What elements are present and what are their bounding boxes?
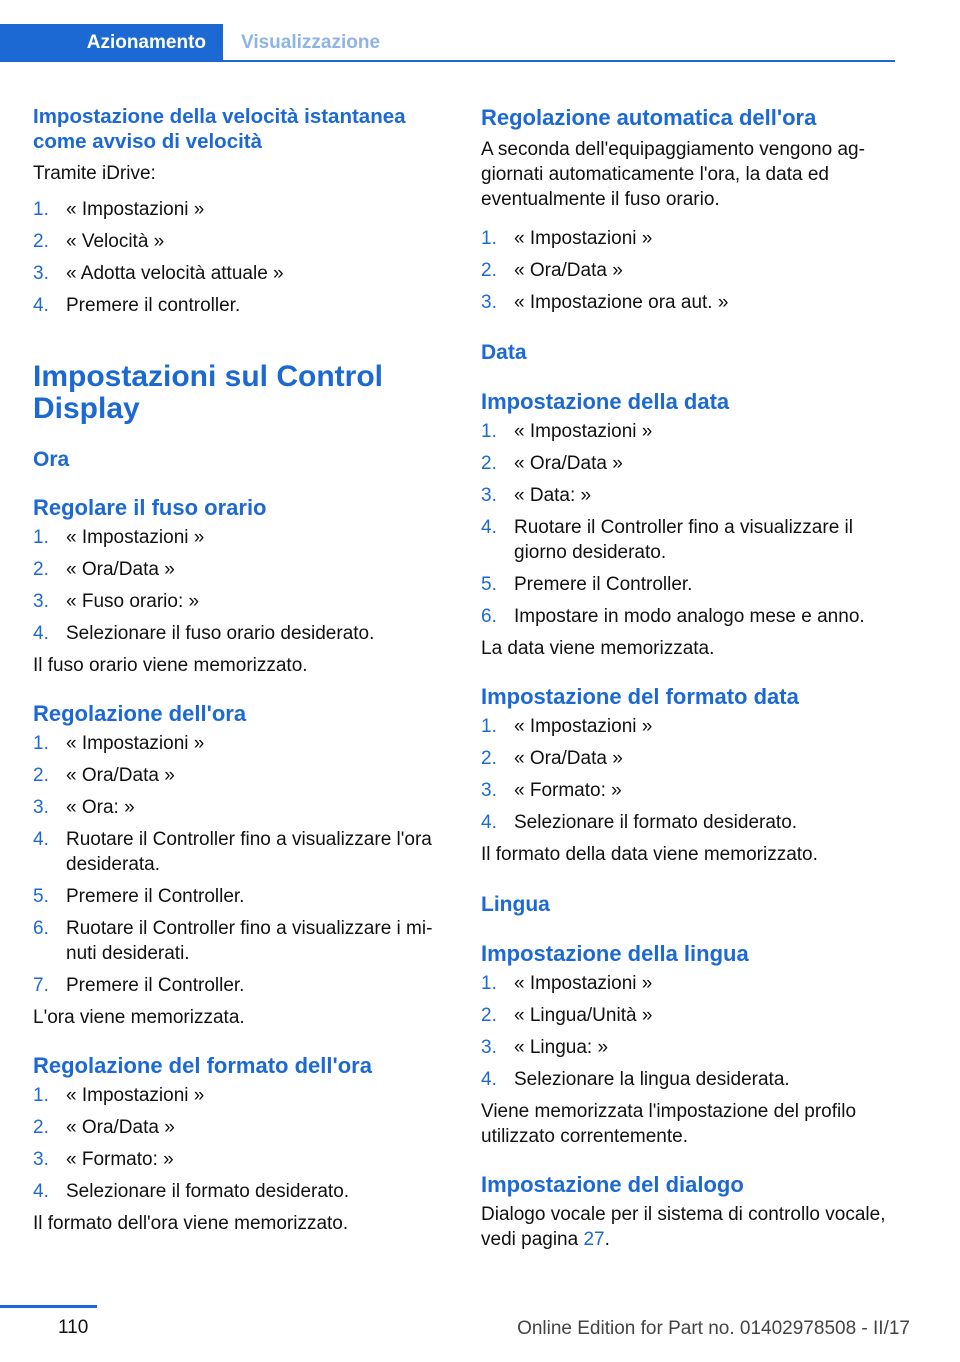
heading-impostazione-data: Impostazione della data xyxy=(481,389,730,414)
list-item: 7. Premere il Controller. xyxy=(33,975,245,996)
list-item: 1. « Impostazioni » xyxy=(481,228,653,249)
list-item: 3. « Fuso orario: » xyxy=(33,591,200,612)
steps-impostazione-data xyxy=(481,419,896,629)
chapter-title: Impostazioni sul Control Display xyxy=(33,360,383,425)
list-item: 1. « Impostazioni » xyxy=(33,733,205,754)
heading-impostazione-dialogo: Impostazione del dialogo xyxy=(481,1172,744,1197)
heading-data: Data xyxy=(481,341,527,364)
intro-ora-automatica: A seconda dell'equipaggiamento vengono aggiornati automaticamente l'ora, la data ed eventualmente il fuso orario. xyxy=(481,139,865,210)
note-formato-ora: Il formato dell'ora viene memorizzato. xyxy=(33,1213,349,1234)
heading-speed-warning: Impostazione della velocità istantanea come avviso di velocità xyxy=(33,105,406,153)
list-item: 2. « Ora/Data » xyxy=(481,260,623,281)
list-item: 4. Selezionare il formato desiderato. xyxy=(33,1181,350,1202)
list-item: 3. « Adotta velocità attuale » xyxy=(33,263,284,284)
list-item: 6. Ruotare il Controller fino a visualizzare i minuti desiderati. xyxy=(33,918,433,964)
heading-ora: Ora xyxy=(33,448,70,471)
intro-idrive: Tramite iDrive: xyxy=(33,163,156,184)
page-link[interactable]: 27 xyxy=(583,1229,605,1250)
note-impostazione-lingua: Viene memorizzata l'impostazione del profilo utilizzato correntemente. xyxy=(481,1101,857,1147)
heading-formato-data: Impostazione del formato data xyxy=(481,684,799,709)
list-item: 1. « Impostazioni » xyxy=(481,973,653,994)
edition-note: Online Edition for Part no. 01402978508 - II/17 xyxy=(517,1318,910,1339)
list-item: 2. « Ora/Data » xyxy=(481,453,623,474)
footer-divider xyxy=(0,1305,97,1308)
note-formato-data: Il formato della data viene memorizzato. xyxy=(481,844,818,865)
list-item: 4. Selezionare il formato desiderato. xyxy=(481,812,798,833)
list-item: 3. « Data: » xyxy=(481,485,592,506)
list-item: 2. « Ora/Data » xyxy=(481,748,623,769)
left-column xyxy=(33,104,448,1236)
note-fuso: Il fuso orario viene memorizzato. xyxy=(33,655,308,676)
list-item: 3. « Lingua: » xyxy=(481,1037,609,1058)
steps-speed-warning xyxy=(33,197,448,318)
heading-ora-automatica: Regolazione automatica dell'ora xyxy=(481,105,817,130)
steps-impostazione-lingua xyxy=(481,971,896,1092)
list-item: 3. « Ora: » xyxy=(33,797,135,818)
list-item: 1. « Impostazioni » xyxy=(33,199,205,220)
list-item: 3. « Formato: » xyxy=(481,780,622,801)
list-item: 4. Ruotare il Controller fino a visualizzare il giorno desiderato. xyxy=(481,517,853,563)
steps-ora-automatica xyxy=(481,226,896,315)
list-item: 4. Premere il controller. xyxy=(33,295,241,316)
heading-formato-ora: Regolazione del formato dell'ora xyxy=(33,1053,372,1078)
heading-fuso-orario: Regolare il fuso orario xyxy=(33,495,267,520)
list-item: 4. Selezionare la lingua desiderata. xyxy=(481,1069,790,1090)
steps-formato-ora xyxy=(33,1083,448,1204)
text-impostazione-dialogo: Dialogo vocale per il sistema di controllo vocale, vedi pagina 27. xyxy=(481,1204,886,1250)
list-item: 3. « Formato: » xyxy=(33,1149,174,1170)
list-item: 1. « Impostazioni » xyxy=(33,527,205,548)
steps-formato-data xyxy=(481,714,896,835)
list-item: 6. Impostare in modo analogo mese e anno. xyxy=(481,606,865,627)
list-item: 4. Selezionare il fuso orario desiderato. xyxy=(33,623,375,644)
list-item: 2. « Velocità » xyxy=(33,231,165,252)
list-item: 2. « Ora/Data » xyxy=(33,1117,175,1138)
note-regolazione-ora: L'ora viene memorizzata. xyxy=(33,1007,245,1028)
list-item: 2. « Lingua/Unità » xyxy=(481,1005,653,1026)
tab-azionamento[interactable]: Azionamento xyxy=(0,24,223,62)
tab-visualizzazione[interactable]: Visualizzazione xyxy=(241,32,381,53)
list-item: 1. « Impostazioni » xyxy=(481,421,653,442)
header-divider xyxy=(0,60,895,62)
page-number: 110 xyxy=(58,1317,89,1338)
heading-lingua: Lingua xyxy=(481,893,550,916)
note-impostazione-data: La data viene memorizzata. xyxy=(481,638,715,659)
list-item: 2. « Ora/Data » xyxy=(33,559,175,580)
list-item: 5. Premere il Controller. xyxy=(481,574,693,595)
list-item: 4. Ruotare il Controller fino a visualizzare l'ora desiderata. xyxy=(33,829,432,875)
section-tab-bar xyxy=(0,24,895,62)
list-item: 1. « Impostazioni » xyxy=(33,1085,205,1106)
list-item: 2. « Ora/Data » xyxy=(33,765,175,786)
list-item: 1. « Impostazioni » xyxy=(481,716,653,737)
heading-regolazione-ora: Regolazione dell'ora xyxy=(33,701,247,726)
steps-fuso-orario xyxy=(33,525,448,646)
list-item: 5. Premere il Controller. xyxy=(33,886,245,907)
steps-regolazione-ora xyxy=(33,731,448,998)
list-item: 3. « Impostazione ora aut. » xyxy=(481,292,729,313)
right-column xyxy=(481,104,896,1252)
heading-impostazione-lingua: Impostazione della lingua xyxy=(481,941,749,966)
